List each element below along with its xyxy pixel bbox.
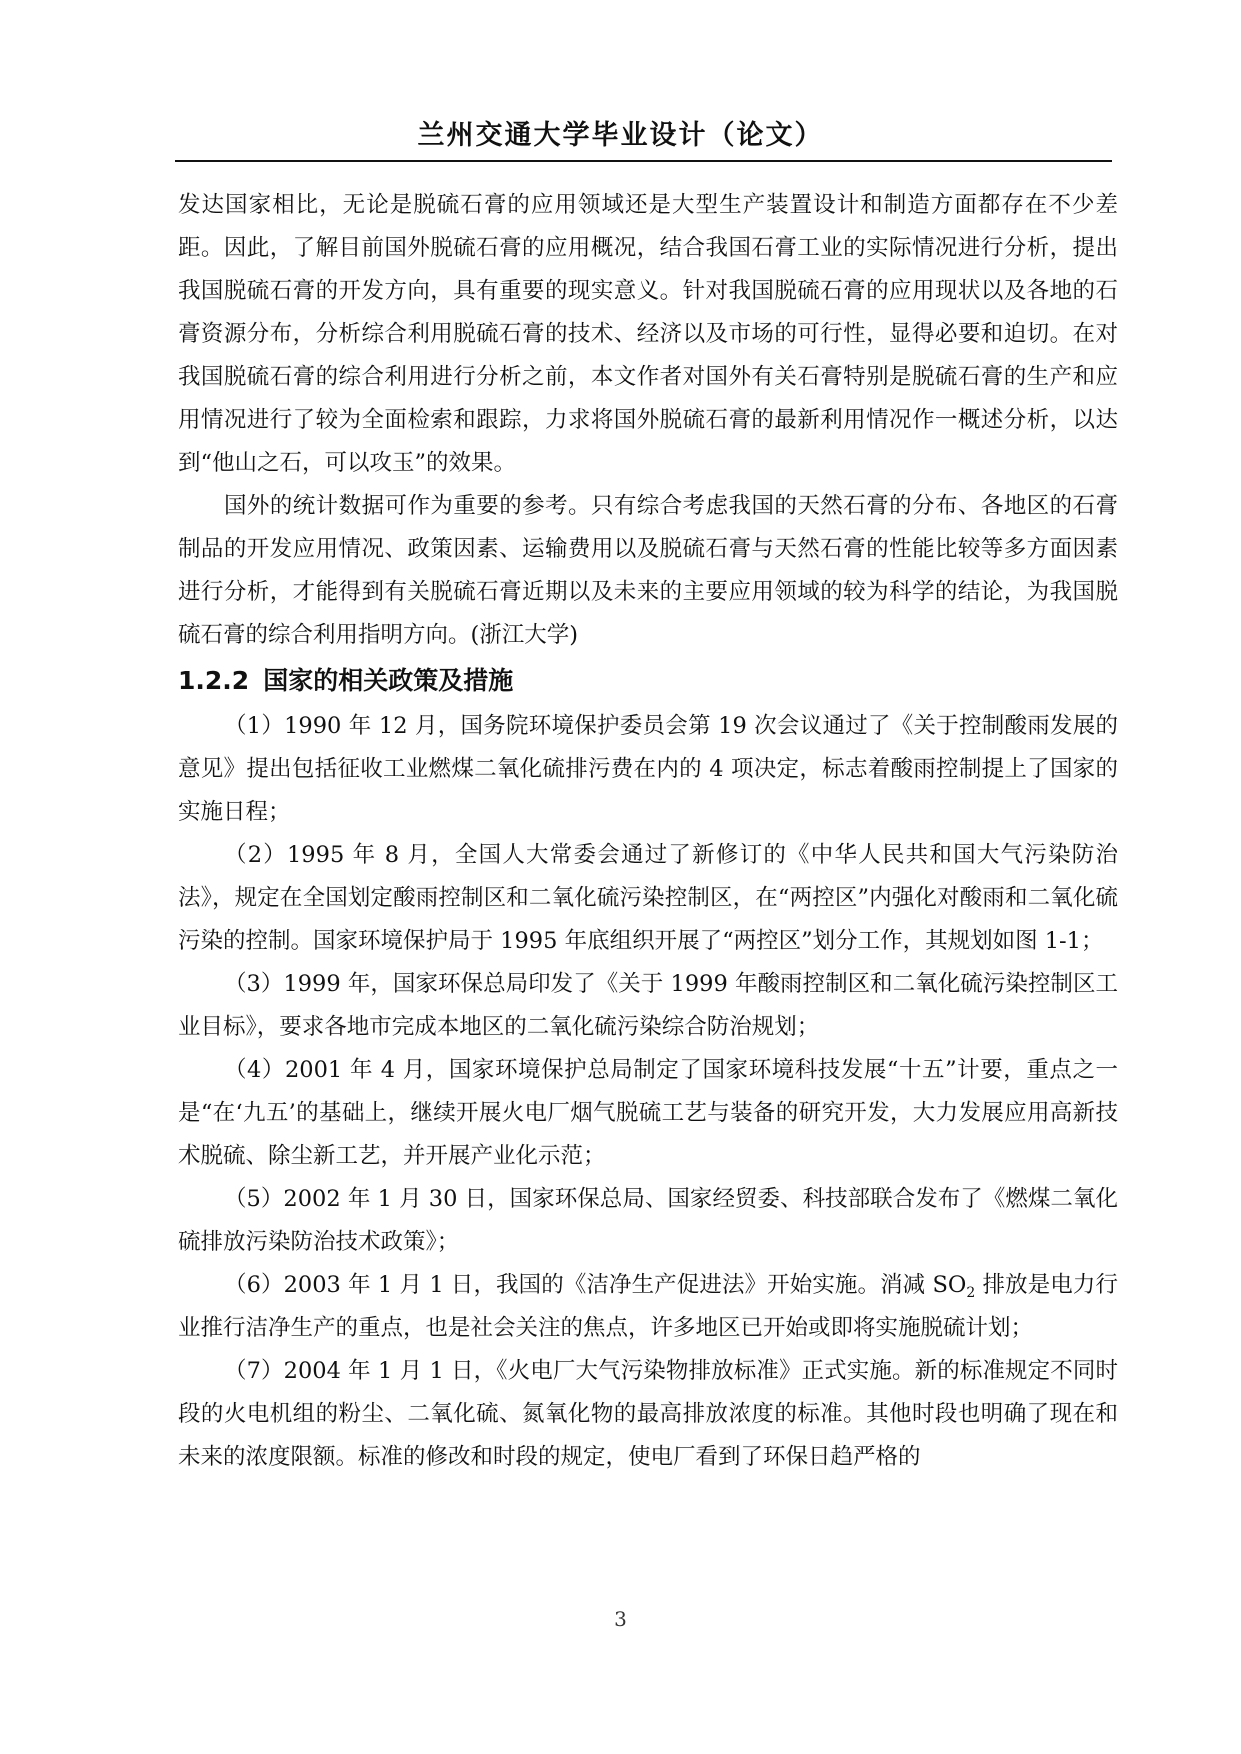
- section-heading: [178, 657, 1118, 705]
- header-rule: [175, 160, 1112, 162]
- page-body: [178, 184, 1118, 1479]
- policy-item-6: [178, 1264, 1118, 1350]
- policy-item-1: （1）1990 年 12 月，国务院环境保护委员会第 19 次会议通过了《关于控制酸雨发展的意见》提出包括征收工业燃煤二氧化硫排污费在内的 4 项决定，标志着酸雨控制提上了国家的实施日程；: [178, 713, 1118, 825]
- body-paragraph-2: 国外的统计数据可作为重要的参考。只有综合考虑我国的天然石膏的分布、各地区的石膏制品的开发应用情况、政策因素、运输费用以及脱硫石膏与天然石膏的性能比较等多方面因素进行分析，才能得到有关脱硫石膏近期以及未来的主要应用领域的较为科学的结论，为我国脱硫石膏的综合利用指明方向。(浙江大学): [178, 493, 1118, 648]
- section-title: 国家的相关政策及措施: [263, 666, 514, 695]
- policy-item-7: （7）2004 年 1 月 1 日，《火电厂大气污染物排放标准》正式实施。新的标准规定不同时段的火电机组的粉尘、二氧化硫、氮氧化物的最高排放浓度的标准。其他时段也明确了现在和未来的浓度限额。标准的修改和时段的规定，使电厂看到了环保日趋严格的: [178, 1358, 1118, 1470]
- policy-item-6-text-end: 排放是电力行业推行洁净生产的重点，也是社会关注的焦点，许多地区已开始或即将实施脱硫计划；: [178, 1272, 1118, 1341]
- document-header-title: 兰州交通大学毕业设计（论文）: [417, 120, 824, 151]
- body-paragraph-1: 发达国家相比，无论是脱硫石膏的应用领域还是大型生产装置设计和制造方面都存在不少差距。因此，了解目前国外脱硫石膏的应用概况，结合我国石膏工业的实际情况进行分析，提出我国脱硫石膏的开发方向，具有重要的现实意义。针对我国脱硫石膏的应用现状以及各地的石膏资源分布，分析综合利用脱硫石膏的技术、经济以及市场的可行性，显得必要和迫切。在对我国脱硫石膏的综合利用进行分析之前，本文作者对国外有关石膏特别是脱硫石膏的生产和应用情况进行了较为全面检索和跟踪，力求将国外脱硫石膏的最新利用情况作一概述分析，以达到“他山之石，可以攻玉”的效果。: [178, 192, 1118, 476]
- policy-item-4: （4）2001 年 4 月，国家环境保护总局制定了国家环境科技发展“十五”计要，重点之一是“在‘九五’的基础上，继续开展火电厂烟气脱硫工艺与装备的研究开发，大力发展应用高新技术脱硫、除尘新工艺，并开展产业化示范；: [178, 1057, 1118, 1169]
- policy-item-6-text-start: （6）2003 年 1 月 1 日，我国的《洁净生产促进法》开始实施。消减 SO: [224, 1272, 967, 1298]
- so2-subscript: 2: [966, 1285, 976, 1301]
- section-number: 1.2.2: [178, 666, 250, 695]
- policy-item-5: （5）2002 年 1 月 30 日，国家环保总局、国家经贸委、科技部联合发布了《燃煤二氧化硫排放污染防治技术政策》；: [178, 1186, 1118, 1255]
- page-number: 3: [614, 1607, 627, 1631]
- policy-item-3: （3）1999 年，国家环保总局印发了《关于 1999 年酸雨控制区和二氧化硫污染控制区工业目标》，要求各地市完成本地区的二氧化硫污染综合防治规划；: [178, 971, 1118, 1040]
- policy-item-2: （2）1995 年 8 月，全国人大常委会通过了新修订的《中华人民共和国大气污染防治法》，规定在全国划定酸雨控制区和二氧化硫污染控制区，在“两控区”内强化对酸雨和二氧化硫污染的控制。国家环境保护局于 1995 年底组织开展了“两控区”划分工作，其规划如图 1-1；: [178, 842, 1118, 954]
